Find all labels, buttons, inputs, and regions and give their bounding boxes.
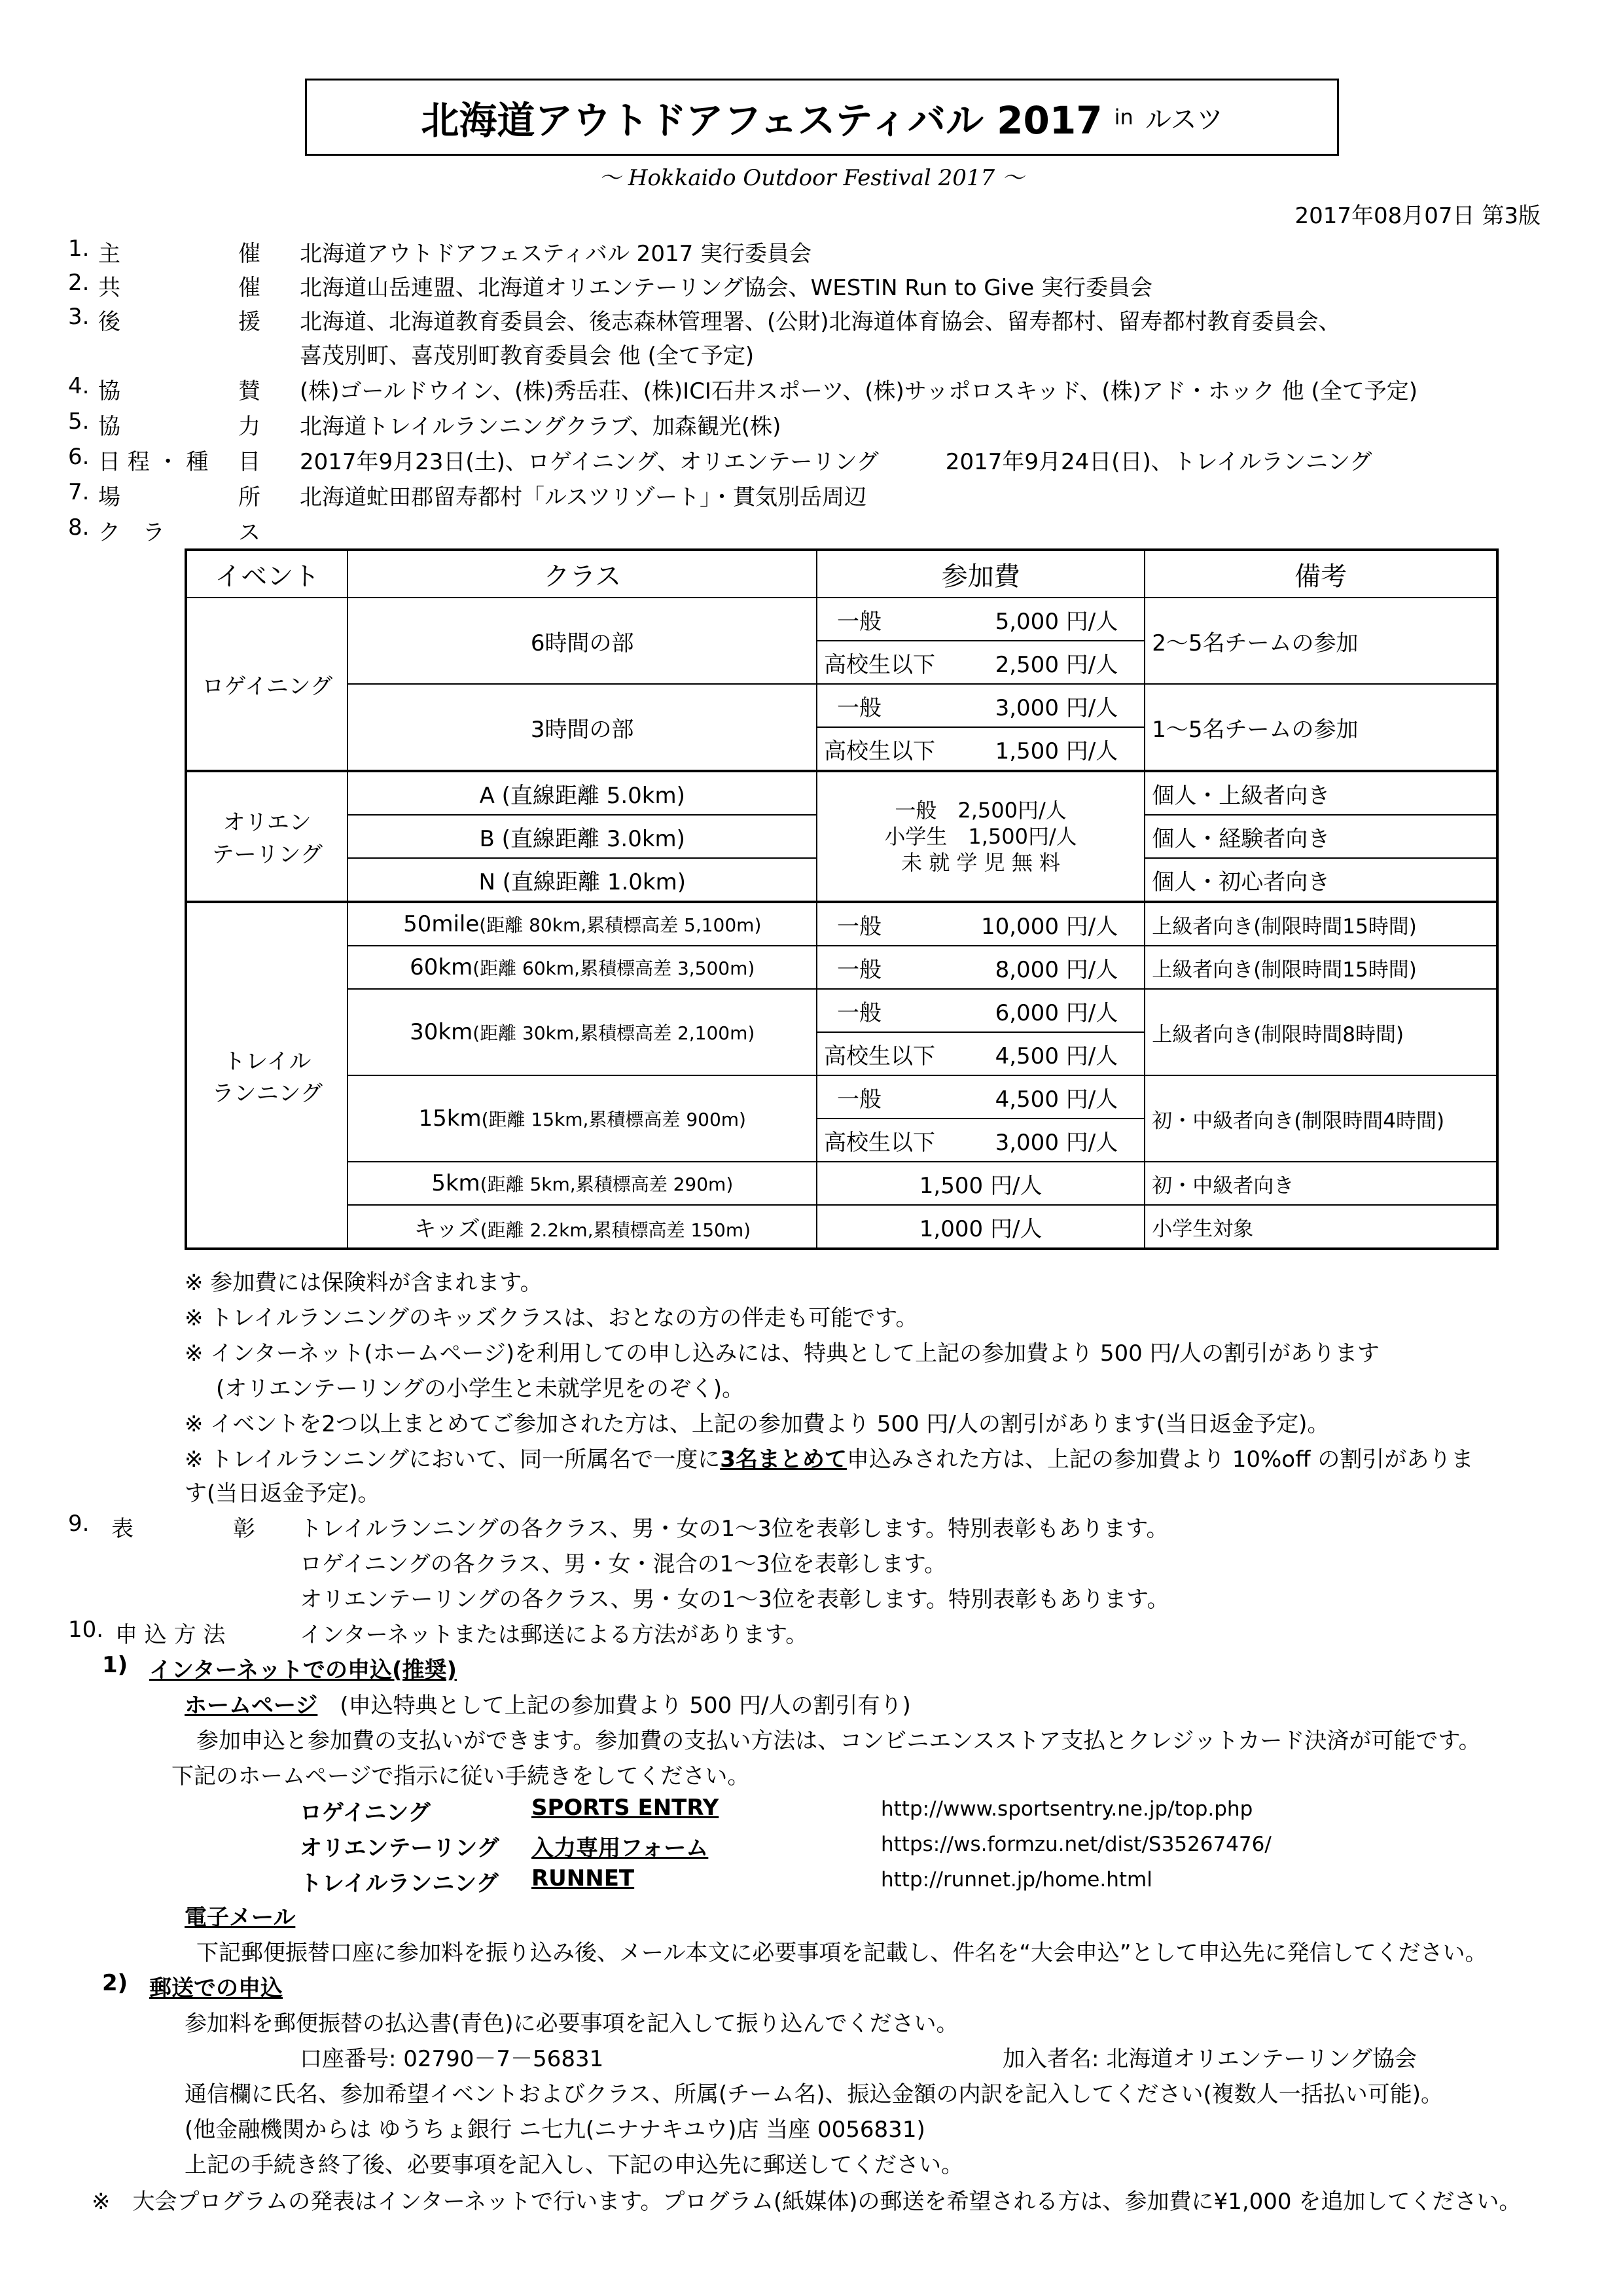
header-fee: 参加費 <box>817 550 1145 598</box>
table-row <box>186 946 1497 989</box>
section-num: 5. <box>68 408 90 435</box>
section-num: 7. <box>68 479 90 505</box>
class-cell: 15km(距離 15km,累積標高差 900m) <box>348 1075 817 1162</box>
fee-cell: 1,500 円/人 <box>817 1162 1145 1205</box>
mail-line-2: 通信欄に氏名、参加希望イベントおよびクラス、所属(チーム名)、振込金額の内訳を記入してください(複数人一括払い可能)。 <box>185 2081 1444 2108</box>
section-value: 北海道山岳連盟、北海道オリエンテーリング協会、WESTIN Run to Give 実行委員会 <box>300 275 1152 301</box>
mail-line-3: (他金融機関からは ゆうちょ銀行 ニ七九(ニナナキユウ)店 当座 0056831) <box>185 2117 925 2143</box>
note-1: ※ 参加費には保険料が含まれます。 <box>185 1270 543 1296</box>
link-site[interactable]: RUNNET <box>531 1865 635 1892</box>
email-label: 電子メール <box>185 1905 296 1931</box>
note-cell: 初・中級者向き <box>1145 1162 1497 1205</box>
section-num: 6. <box>68 444 90 470</box>
table-row <box>186 989 1497 1032</box>
link-event: トレイルランニング <box>300 1871 499 1897</box>
class-cell: 3時間の部 <box>348 684 817 771</box>
section-key: 協 賛 <box>98 378 260 404</box>
internet-title: インターネットでの申込(推奨) <box>149 1657 457 1683</box>
fee-cell: 1,000 円/人 <box>817 1205 1145 1249</box>
awards-key: 表 彰 <box>111 1516 255 1542</box>
apply-value: インターネットまたは郵送による方法があります。 <box>300 1622 808 1648</box>
fee-cell: 一般 10,000 円/人 <box>817 902 1145 946</box>
link-event: ロゲイニング <box>300 1800 431 1826</box>
note-cell: 上級者向き(制限時間15時間) <box>1145 946 1497 989</box>
account-number: 口座番号: 02790－7－56831 <box>300 2046 604 2072</box>
final-note: ※ 大会プログラムの発表はインターネットで行います。プログラム(紙媒体)の郵送を希望される方は、参加費に¥1,000 を追加してください。 <box>92 2189 1522 2215</box>
note-2: ※ トレイルランニングのキッズクラスは、おとなの方の伴走も可能です。 <box>185 1305 918 1331</box>
note-cell: 個人・経験者向き <box>1145 815 1497 858</box>
section-value: 北海道アウトドアフェスティバル 2017 実行委員会 <box>300 241 812 267</box>
note-cell: 個人・初心者向き <box>1145 858 1497 902</box>
table-row <box>186 598 1497 641</box>
fee-cell: 一般 6,000 円/人 <box>817 989 1145 1032</box>
homepage-row: ホームページ (申込特典として上記の参加費より 500 円/人の割引有り) <box>185 1693 911 1719</box>
title-in: in <box>1114 105 1133 130</box>
title-main: 北海道アウトドアフェスティバル 2017 <box>421 98 1103 143</box>
section-value: 北海道、北海道教育委員会、後志森林管理署、(公財)北海道体育協会、留寿都村、留寿都村教育委員会、 <box>300 309 1341 335</box>
table-row <box>186 1075 1497 1119</box>
table-header-row <box>186 550 1497 598</box>
note-cell: 初・中級者向き(制限時間4時間) <box>1145 1075 1497 1162</box>
note-3: ※ インターネット(ホームページ)を利用しての申し込みには、特典として上記の参加費より 500 円/人の割引があります <box>185 1340 1380 1367</box>
note-cell: 小学生対象 <box>1145 1205 1497 1249</box>
section-key: 協 力 <box>98 414 260 440</box>
note-4: (オリエンテーリングの小学生と未就学児をのぞく)。 <box>216 1376 745 1402</box>
note-6: ※ トレイルランニングにおいて、同一所属名で一度に3名まとめて申込みされた方は、上記の参加費より 10%off の割引がありま <box>185 1446 1474 1473</box>
class-cell: 50mile(距離 80km,累積標高差 5,100m) <box>348 902 817 946</box>
note-cell: 上級者向き(制限時間15時間) <box>1145 902 1497 946</box>
page-title <box>305 79 1339 156</box>
fee-cell: 一般 3,000 円/人 <box>817 684 1145 727</box>
section-key: 後 援 <box>98 309 260 335</box>
fee-cell: 高校生以下 3,000 円/人 <box>817 1119 1145 1162</box>
subtitle: ～ Hokkaido Outdoor Festival 2017 ～ <box>599 165 1024 191</box>
awards-line-1: トレイルランニングの各クラス、男・女の1～3位を表彰します。特別表彰もあります。 <box>300 1516 1169 1542</box>
link-site[interactable]: SPORTS ENTRY <box>531 1795 719 1821</box>
section-value: (株)ゴールドウイン、(株)秀岳荘、(株)ICI石井スポーツ、(株)サッポロスキッド、(株)アド・ホック 他 (全て予定) <box>300 378 1418 404</box>
table-row <box>186 1205 1497 1249</box>
fee-cell: 高校生以下 4,500 円/人 <box>817 1032 1145 1075</box>
mail-line-1: 参加料を郵便振替の払込書(青色)に必要事項を記入して振り込んでください。 <box>185 2011 959 2037</box>
class-cell: N (直線距離 1.0km) <box>348 858 817 902</box>
section-key: 主 催 <box>98 241 260 267</box>
note-cell: 1～5名チームの参加 <box>1145 684 1497 771</box>
class-cell: 5km(距離 5km,累積標高差 290m) <box>348 1162 817 1205</box>
awards-line-2: ロゲイニングの各クラス、男・女・混合の1～3位を表彰します。 <box>300 1551 947 1577</box>
note-5: ※ イベントを2つ以上まとめてご参加された方は、上記の参加費より 500 円/人の割引があります(当日返金予定)。 <box>185 1411 1330 1437</box>
note-cell: 上級者向き(制限時間8時間) <box>1145 989 1497 1075</box>
section-key: 共 催 <box>98 275 260 301</box>
section-value: 2017年9月23日(土)、ロゲイニング、オリエンテーリング 2017年9月24日(日)、トレイルランニング <box>300 449 1372 475</box>
fee-cell: 一般 8,000 円/人 <box>817 946 1145 989</box>
account-name: 加入者名: 北海道オリエンテーリング協会 <box>1003 2046 1417 2072</box>
fee-cell: 一般 5,000 円/人 <box>817 598 1145 641</box>
section-key: 日 程 ・ 種 目 <box>98 449 260 475</box>
event-orienteering: オリエン テーリング <box>186 771 348 902</box>
title-place: ルスツ <box>1145 104 1223 135</box>
table-row <box>186 1162 1497 1205</box>
link-event: オリエンテーリング <box>300 1835 499 1861</box>
section-num: 2. <box>68 270 90 296</box>
edition-date: 2017年08月07日 第3版 <box>1294 203 1541 229</box>
section-value: 北海道トレイルランニングクラブ、加森観光(株) <box>300 414 781 440</box>
section-num: 1. <box>68 236 90 262</box>
awards-num: 9. <box>68 1511 90 1537</box>
table-row <box>186 902 1497 946</box>
link-url[interactable]: https://ws.formzu.net/dist/S35267476/ <box>881 1833 1272 1856</box>
section-key: 場 所 <box>98 484 260 511</box>
header-event: イベント <box>186 550 348 598</box>
mail-line-4: 上記の手続き終了後、必要事項を記入し、下記の申込先に郵送してください。 <box>185 2152 963 2178</box>
fee-cell: 高校生以下 1,500 円/人 <box>817 727 1145 771</box>
section-num: 8. <box>68 514 90 541</box>
section-num: 3. <box>68 304 90 330</box>
class-cell: 60km(距離 60km,累積標高差 3,500m) <box>348 946 817 989</box>
email-line: 下記郵便振替口座に参加料を振り込み後、メール本文に必要事項を記載し、件名を“大会申込”として申込先に発信してください。 <box>196 1940 1488 1966</box>
table-row <box>186 771 1497 815</box>
note-cell: 個人・上級者向き <box>1145 771 1497 815</box>
hp-line-2: 下記のホームページで指示に従い手続きをしてください。 <box>171 1763 750 1789</box>
class-cell: キッズ(距離 2.2km,累積標高差 150m) <box>348 1205 817 1249</box>
internet-num: 1) <box>102 1652 128 1678</box>
class-cell: 30km(距離 30km,累積標高差 2,100m) <box>348 989 817 1075</box>
class-table <box>185 548 1499 1250</box>
section-num: 4. <box>68 373 90 399</box>
class-cell: B (直線距離 3.0km) <box>348 815 817 858</box>
section-value: 北海道虻田郡留寿都村「ルスツリゾート」・貫気別岳周辺 <box>300 484 866 511</box>
note-6-cont: す(当日返金予定)。 <box>185 1480 380 1507</box>
link-site[interactable]: 入力専用フォーム <box>531 1835 709 1861</box>
class-cell: 6時間の部 <box>348 598 817 684</box>
section-key: ク ラ ス <box>98 520 260 546</box>
header-class: クラス <box>348 550 817 598</box>
link-url[interactable]: http://runnet.jp/home.html <box>881 1868 1152 1892</box>
mail-title: 郵送での申込 <box>149 1975 283 2001</box>
event-rogaining: ロゲイニング <box>186 598 348 771</box>
fee-cell: 一般 4,500 円/人 <box>817 1075 1145 1119</box>
mail-num: 2) <box>102 1970 128 1996</box>
header-note: 備考 <box>1145 550 1497 598</box>
fee-cell: 一般 2,500円/人 小学生 1,500円/人 未 就 学 児 無 料 <box>817 771 1145 902</box>
apply-num: 10. <box>68 1617 104 1643</box>
awards-line-3: オリエンテーリングの各クラス、男・女の1～3位を表彰します。特別表彰もあります。 <box>300 1587 1169 1613</box>
section-value: 喜茂別町、喜茂別町教育委員会 他 (全て予定) <box>300 343 755 369</box>
fee-cell: 高校生以下 2,500 円/人 <box>817 641 1145 684</box>
note-cell: 2～5名チームの参加 <box>1145 598 1497 684</box>
hp-line-1: 参加申込と参加費の支払いができます。参加費の支払い方法は、コンビニエンスストア支払とクレジットカード決済が可能です。 <box>196 1728 1481 1754</box>
event-trail: トレイル ランニング <box>186 902 348 1249</box>
apply-key: 申 込 方 法 <box>115 1622 226 1648</box>
class-cell: A (直線距離 5.0km) <box>348 771 817 815</box>
link-url[interactable]: http://www.sportsentry.ne.jp/top.php <box>881 1797 1253 1821</box>
table-row <box>186 684 1497 727</box>
